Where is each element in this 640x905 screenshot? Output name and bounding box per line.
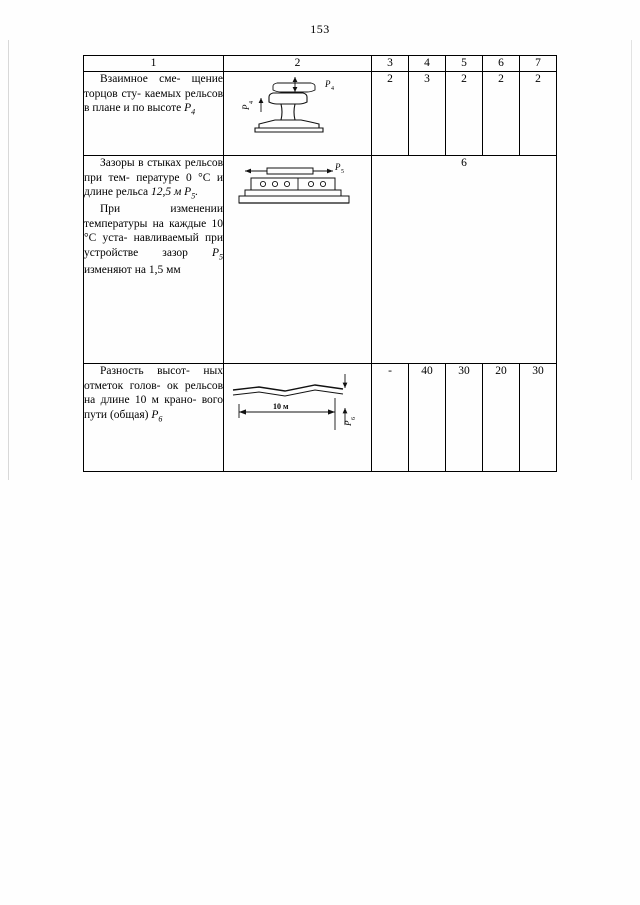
row-p5-figure-cell bbox=[224, 156, 372, 364]
row-p6-value-3: - bbox=[372, 364, 409, 472]
row-p5-line-10: устройстве зазор bbox=[84, 247, 188, 260]
row-p6-value-7: 30 bbox=[520, 364, 557, 472]
row-p4-value-5: 2 bbox=[446, 72, 483, 156]
row-p4-value-7: 2 bbox=[520, 72, 557, 156]
svg-text:6: 6 bbox=[350, 417, 357, 420]
row-p6-symbol: $P_6$ bbox=[151, 409, 163, 424]
column-header-2: 2 bbox=[224, 56, 372, 72]
row-p4-value-3: 2 bbox=[372, 72, 409, 156]
svg-text:4: 4 bbox=[330, 86, 334, 92]
rail-cross-section-p4-icon bbox=[224, 72, 371, 152]
row-p4-line-4: плане и по высоте bbox=[92, 102, 182, 115]
svg-text:5: 5 bbox=[340, 169, 344, 175]
row-p4-symbol: $P_4$ bbox=[184, 102, 196, 117]
row-p6-figure-cell bbox=[224, 364, 372, 472]
row-p5-symbol: $P_5$ bbox=[211, 247, 223, 262]
column-header-3: 3 bbox=[372, 56, 409, 72]
table-row bbox=[84, 156, 557, 364]
svg-text:P: P bbox=[240, 104, 251, 110]
svg-text:P: P bbox=[334, 162, 340, 172]
row-p5-line-9: навливаемый при bbox=[133, 232, 223, 245]
column-header-6: 6 bbox=[483, 56, 520, 72]
row-p6-line-3: ок рельсов на bbox=[84, 379, 224, 407]
row-p5-line-12: 1,5 мм bbox=[148, 263, 181, 276]
scan-edge-right bbox=[631, 40, 632, 480]
row-p6-value-6: 20 bbox=[483, 364, 520, 472]
row-p5-line-7: температуры на bbox=[84, 217, 164, 230]
svg-text:4: 4 bbox=[248, 101, 255, 104]
column-header-4: 4 bbox=[409, 56, 446, 72]
row-p6-line-5: вого пути (общая) bbox=[84, 394, 223, 422]
row-p4-figure-cell bbox=[224, 72, 372, 156]
row-p5-line-3: пературе 0 °C и bbox=[136, 171, 224, 184]
rail-joint-gap-p5-icon bbox=[224, 162, 371, 234]
row-p4-description bbox=[84, 72, 224, 156]
row-p5-line-6: При изменении bbox=[100, 202, 223, 215]
row-p4-value-4: 3 bbox=[409, 72, 446, 156]
row-p5-merged-value: 6 bbox=[372, 156, 557, 364]
table-row bbox=[84, 72, 557, 156]
row-p4-line-1: Взаимное сме- bbox=[100, 73, 181, 85]
row-p6-line-4: длине 10 м крано- bbox=[100, 394, 197, 407]
row-p5-line-2: рельсов при тем- bbox=[84, 157, 224, 184]
rail-height-difference-p6-icon bbox=[224, 368, 371, 444]
row-p5-line-4: длине рельса bbox=[84, 186, 149, 199]
row-p5-line-11-rest: изменяют на bbox=[84, 263, 146, 276]
table-row bbox=[84, 364, 557, 472]
row-p6-value-4: 40 bbox=[409, 364, 446, 472]
column-header-1: 1 bbox=[84, 56, 224, 72]
svg-text:10 м: 10 м bbox=[272, 402, 288, 411]
row-p5-length-symbol: 12,5 м $P_5$. bbox=[150, 186, 199, 201]
row-p6-line-1: Разность высот- bbox=[100, 365, 190, 377]
column-header-7: 7 bbox=[520, 56, 557, 72]
specification-table bbox=[83, 55, 557, 472]
row-p4-value-6: 2 bbox=[483, 72, 520, 156]
row-p4-line-2: щение торцов сту- bbox=[84, 73, 223, 100]
row-p5-line-1: Зазоры в стыках bbox=[100, 157, 182, 169]
row-p6-description bbox=[84, 364, 224, 472]
svg-text:P: P bbox=[324, 79, 330, 89]
row-p6-value-5: 30 bbox=[446, 364, 483, 472]
page-number: 153 bbox=[310, 22, 330, 36]
table-header-row bbox=[84, 56, 557, 72]
svg-text:P: P bbox=[342, 420, 353, 426]
row-p4-line-3: каемых рельсов в bbox=[84, 87, 224, 115]
scan-edge-left bbox=[8, 40, 9, 480]
row-p5-description bbox=[84, 156, 224, 364]
row-p5-line-8: каждые 10 °C уста- bbox=[84, 217, 223, 245]
column-header-5: 5 bbox=[446, 56, 483, 72]
row-p6-line-2: ных отметок голов- bbox=[84, 365, 223, 392]
